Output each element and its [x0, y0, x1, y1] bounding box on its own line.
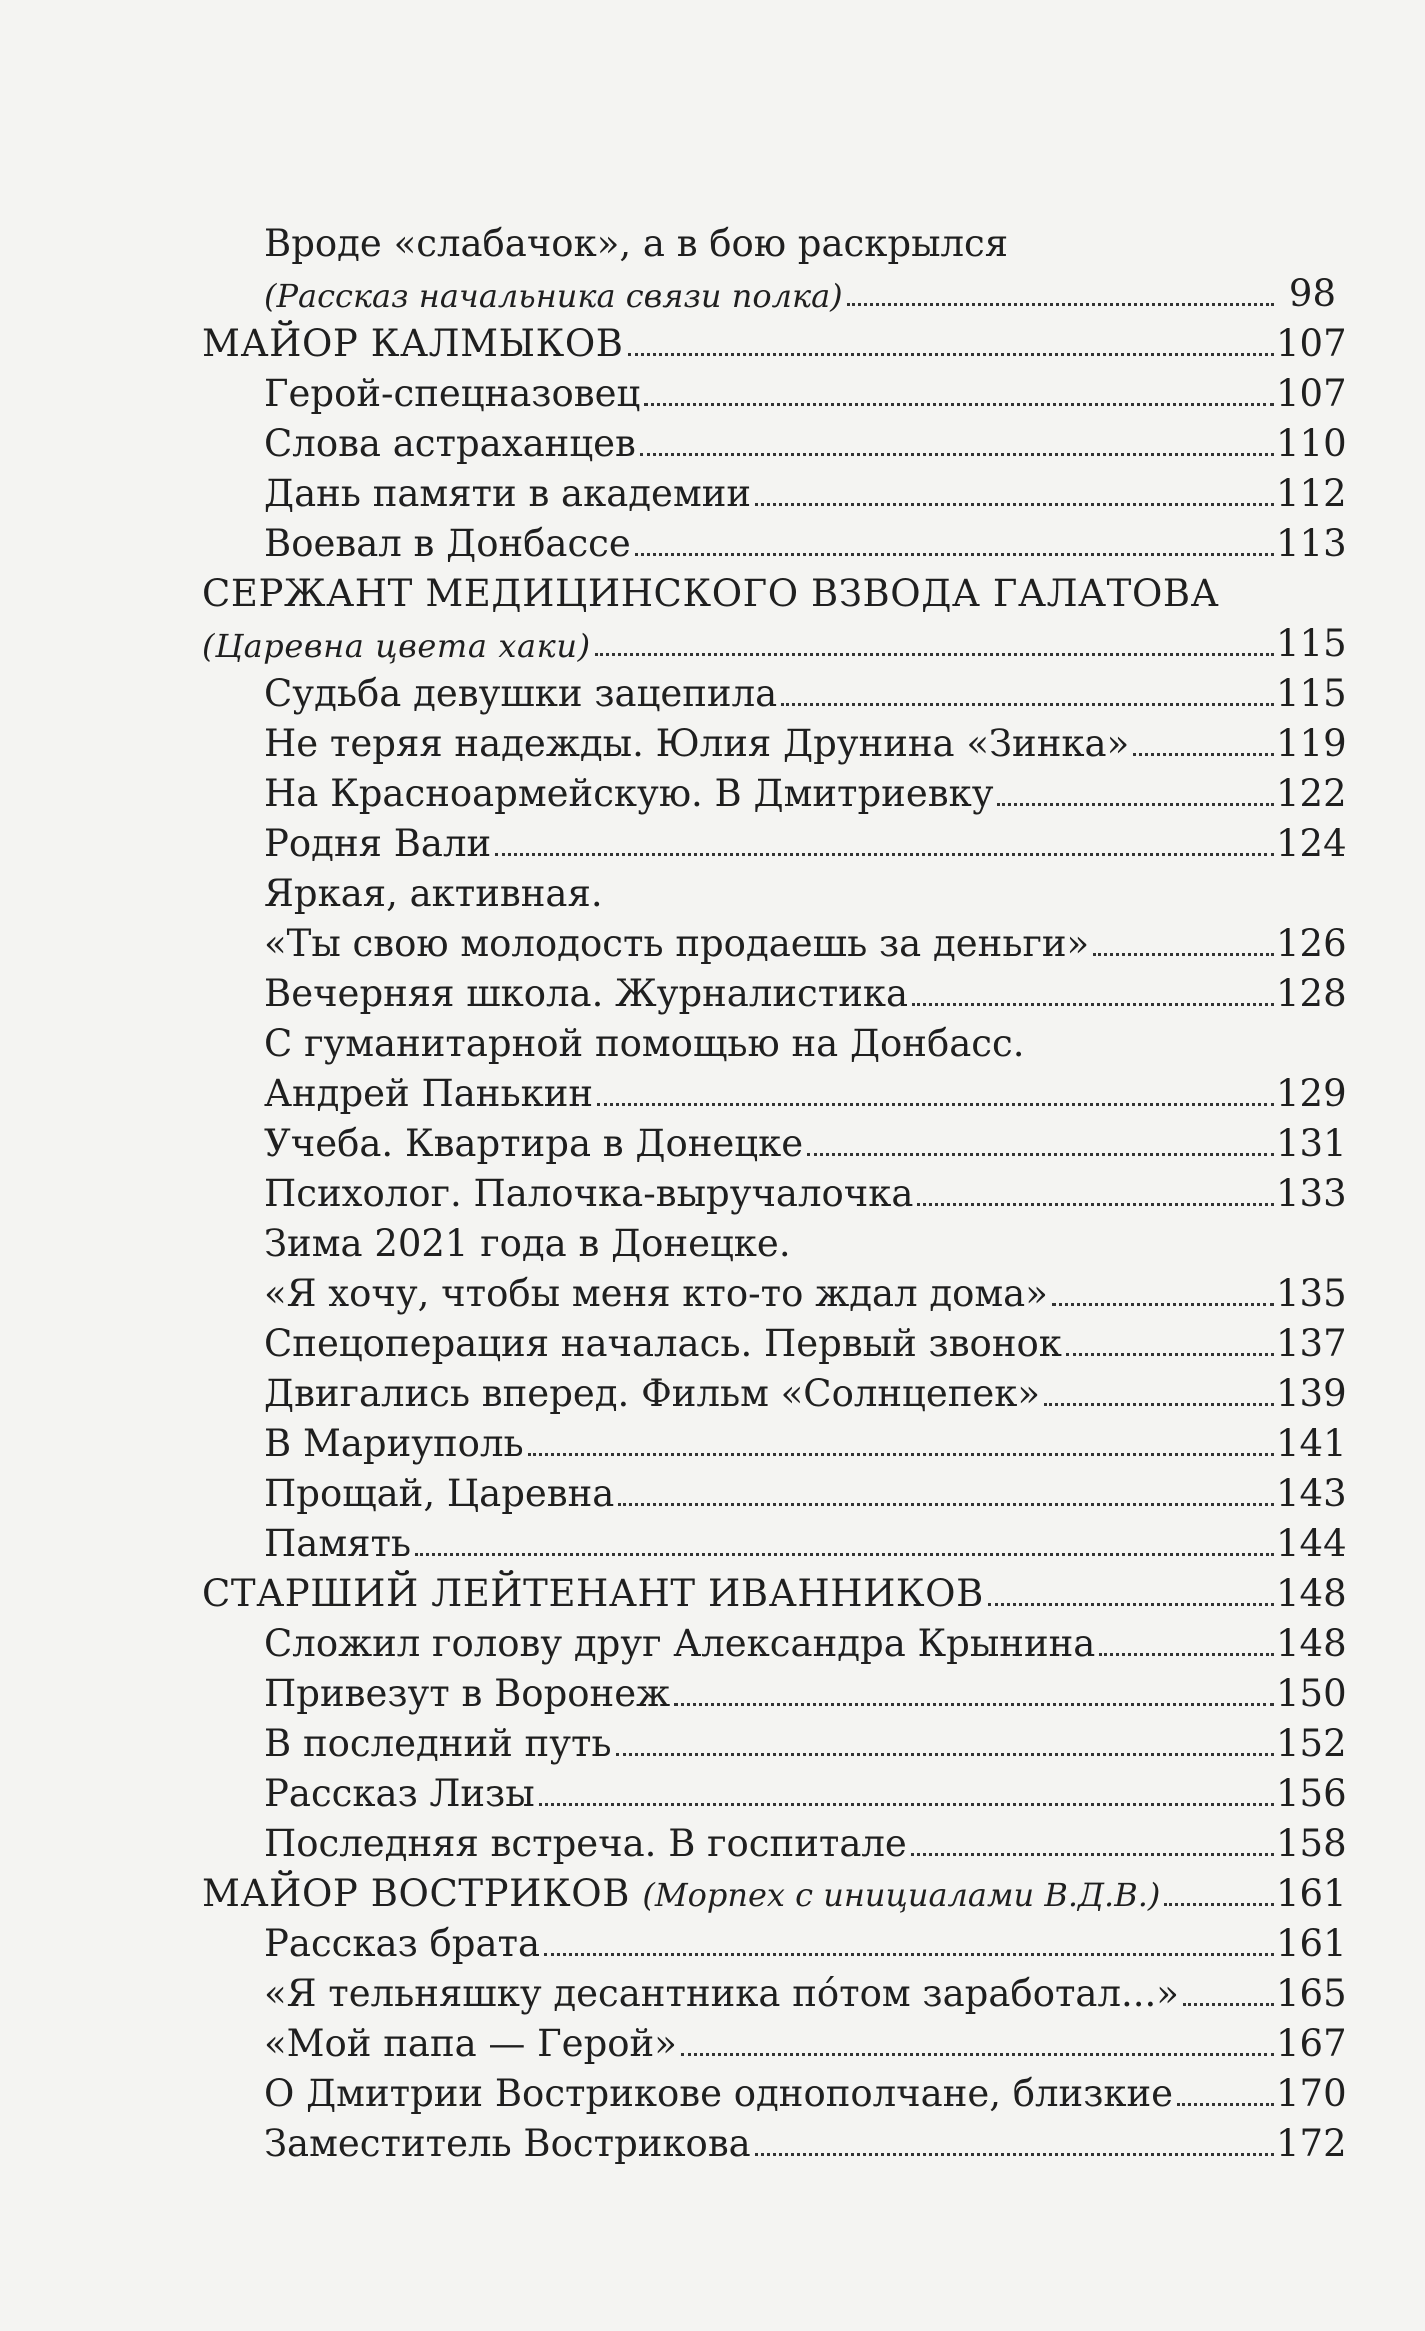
dot-leader — [495, 853, 1274, 856]
toc-entry-title — [264, 822, 492, 866]
toc-chapter-row — [0, 616, 1347, 666]
dot-leader — [807, 1153, 1274, 1156]
dot-leader — [997, 803, 1274, 806]
toc-entry-title — [264, 422, 636, 466]
toc-entry-row — [0, 2066, 1347, 2116]
toc-title-text: Слова астраханцев — [264, 422, 636, 465]
toc-title-text: СТАРШИЙ ЛЕЙТЕНАНТ ИВАННИКОВ — [202, 1572, 984, 1615]
toc-page-number: 161 — [1276, 1872, 1347, 1915]
toc-entry-row — [0, 966, 1347, 1016]
dot-leader — [640, 453, 1274, 456]
toc-entry-row — [0, 1316, 1347, 1366]
dot-leader — [635, 553, 1274, 556]
toc-page-number: 165 — [1276, 1972, 1347, 2015]
toc-entry-title — [264, 2072, 1174, 2116]
toc-entry-title — [264, 1672, 671, 1716]
dot-leader — [539, 1803, 1274, 1806]
toc-chapter-row — [0, 566, 1336, 616]
toc-entry-row — [0, 1066, 1347, 1116]
toc-entry-title — [264, 1472, 615, 1516]
toc-entry-row — [0, 1016, 1336, 1066]
toc-title-text: В Мариуполь — [264, 1422, 524, 1465]
dot-leader — [644, 403, 1274, 406]
toc-page-number: 135 — [1276, 1272, 1347, 1315]
toc-entry-title — [264, 1422, 524, 1466]
toc-title-text: МАЙОР ВОСТРИКОВ — [202, 1872, 630, 1915]
toc-entry-row — [0, 666, 1347, 716]
dot-leader — [1052, 1303, 1274, 1306]
toc-title-text: Привезут в Воронеж — [264, 1672, 671, 1715]
toc-entry-title — [264, 372, 641, 416]
toc-subtitle-text: (Морпех с инициалами В.Д.В.) — [642, 1876, 1161, 1914]
toc-title-text: СЕРЖАНТ МЕДИЦИНСКОГО ВЗВОДА ГАЛАТОВА — [202, 572, 1220, 615]
toc-entry-row — [0, 2016, 1347, 2066]
toc-entry-title — [264, 1522, 412, 1566]
toc-page-number: 119 — [1276, 722, 1347, 765]
toc-page-number: 107 — [1276, 322, 1347, 365]
toc-entry-title — [264, 1922, 541, 1966]
toc-entry-row — [0, 2116, 1347, 2166]
dot-leader — [755, 503, 1274, 506]
toc-page-number: 144 — [1276, 1522, 1347, 1565]
toc-entry-title — [264, 1072, 594, 1116]
toc-page-number: 112 — [1276, 472, 1347, 515]
toc-title-text: Яркая, активная. — [264, 872, 603, 915]
toc-title-text: На Красноармейскую. В Дмитриевку — [264, 772, 994, 815]
toc-entry-title — [264, 1322, 1062, 1366]
toc-title-text: В последний путь — [264, 1722, 612, 1765]
toc-entry-row — [0, 1616, 1347, 1666]
toc-title-text: Память — [264, 1522, 412, 1565]
toc-entry-row — [0, 866, 1336, 916]
toc-entry-row — [0, 1966, 1347, 2016]
toc-entry-row — [0, 366, 1347, 416]
dot-leader — [847, 303, 1274, 306]
toc-title-text: Спецоперация началась. Первый звонок — [264, 1322, 1062, 1365]
toc-entry-title — [264, 1172, 914, 1216]
toc-page-number: 122 — [1276, 772, 1347, 815]
toc-page-number: 172 — [1276, 2122, 1347, 2165]
dot-leader — [1183, 2003, 1274, 2006]
toc-title-text: Учеба. Квартира в Донецке — [264, 1122, 804, 1165]
toc-page-number: 152 — [1276, 1722, 1347, 1765]
dot-leader — [755, 2153, 1274, 2156]
toc-entry-row — [0, 766, 1347, 816]
dot-leader — [597, 1103, 1274, 1106]
toc-entry-row — [0, 716, 1347, 766]
toc-entry-title — [264, 1972, 1179, 2016]
toc-page-number: 98 — [1288, 272, 1336, 315]
toc-entry-title — [264, 1022, 1025, 1066]
toc-title-text: Двигались вперед. Фильм «Солнцепек» — [264, 1372, 1041, 1415]
toc-entry-title — [264, 2122, 751, 2166]
toc-page-number: 167 — [1276, 2022, 1347, 2065]
toc-entry-row — [0, 1266, 1347, 1316]
toc-title-text: Воевал в Донбассе — [264, 522, 631, 565]
toc-title-text: Судьба девушки зацепила — [264, 672, 778, 715]
toc-entry-row — [0, 466, 1347, 516]
toc-title-text: С гуманитарной помощью на Донбасс. — [264, 1022, 1025, 1065]
toc-entry-title — [202, 322, 624, 366]
toc-entry-row — [0, 516, 1347, 566]
toc-page-number: 126 — [1276, 922, 1347, 965]
toc-entry-title — [264, 672, 778, 716]
toc-page-number: 113 — [1276, 522, 1347, 565]
toc-entry-title — [264, 1622, 1096, 1666]
toc-page-number: 137 — [1276, 1322, 1347, 1365]
toc-title-text: (Царевна цвета хаки) — [202, 627, 591, 665]
toc-page-number: 141 — [1276, 1422, 1347, 1465]
dot-leader — [1164, 1903, 1274, 1906]
toc-page-number: 148 — [1276, 1572, 1347, 1615]
toc-title-text: Вечерняя школа. Журналистика — [264, 972, 909, 1015]
toc-page-number: 139 — [1276, 1372, 1347, 1415]
toc-entry-title — [264, 1372, 1041, 1416]
toc-entry-row — [0, 1366, 1347, 1416]
toc-title-text: Сложил голову друг Александра Крынина — [264, 1622, 1096, 1665]
dot-leader — [618, 1503, 1274, 1506]
toc-page-number: 143 — [1276, 1472, 1347, 1515]
toc-title-text: Последняя встреча. В госпитале — [264, 1822, 907, 1865]
toc-entry-row — [0, 816, 1347, 866]
dot-leader — [912, 1003, 1274, 1006]
toc-page-number: 170 — [1276, 2072, 1347, 2115]
toc-entry-row — [0, 1716, 1347, 1766]
toc-entry-title — [202, 572, 1220, 616]
toc-entry-row — [0, 1666, 1347, 1716]
dot-leader — [1133, 753, 1274, 756]
toc-entry-row — [0, 1116, 1347, 1166]
dot-leader — [1177, 2103, 1274, 2106]
toc-page-number: 133 — [1276, 1172, 1347, 1215]
dot-leader — [595, 653, 1274, 656]
dot-leader — [1093, 953, 1274, 956]
dot-leader — [781, 703, 1274, 706]
toc-title-text: Рассказ Лизы — [264, 1772, 535, 1815]
toc-title-text: «Ты свою молодость продаешь за деньги» — [264, 922, 1090, 965]
dot-leader — [415, 1553, 1274, 1556]
toc-entry-title — [264, 2022, 677, 2066]
dot-leader — [917, 1203, 1274, 1206]
dot-leader — [988, 1603, 1274, 1606]
toc-chapter-row — [0, 1566, 1347, 1616]
toc-page-number: 156 — [1276, 1772, 1347, 1815]
toc-entry-row — [0, 1816, 1347, 1866]
toc-page-number: 107 — [1276, 372, 1347, 415]
dot-leader — [628, 353, 1274, 356]
toc-entry-row — [0, 1916, 1347, 1966]
toc-entry-title — [264, 277, 843, 316]
toc-entry-title — [264, 1122, 804, 1166]
toc-title-text: «Я хочу, чтобы меня кто-то ждал дома» — [264, 1272, 1048, 1315]
table-of-contents — [0, 216, 1425, 2166]
toc-entry-title — [264, 922, 1090, 966]
toc-page-number: 128 — [1276, 972, 1347, 1015]
toc-entry-title — [202, 627, 591, 666]
dot-leader — [1066, 1353, 1274, 1356]
dot-leader — [681, 2053, 1274, 2056]
toc-title-text: Рассказ брата — [264, 1922, 541, 1965]
toc-entry-title — [264, 872, 603, 916]
toc-entry-title — [264, 472, 752, 516]
toc-page-number: 150 — [1276, 1672, 1347, 1715]
toc-chapter-row — [0, 1866, 1347, 1916]
toc-entry-title — [202, 1872, 1161, 1916]
toc-page-number: 158 — [1276, 1822, 1347, 1865]
toc-entry-row — [0, 416, 1347, 466]
toc-title-text: Герой-спецназовец — [264, 372, 641, 415]
dot-leader — [1099, 1653, 1274, 1656]
toc-entry-title — [264, 1722, 612, 1766]
toc-entry-title — [264, 772, 994, 816]
toc-entry-row — [0, 1466, 1347, 1516]
toc-entry-title — [264, 1772, 535, 1816]
toc-entry-title — [264, 522, 631, 566]
toc-page-number: 148 — [1276, 1622, 1347, 1665]
dot-leader — [674, 1703, 1274, 1706]
toc-page-number: 115 — [1276, 622, 1347, 665]
toc-entry-row — [0, 216, 1336, 266]
toc-entry-row — [0, 1416, 1347, 1466]
dot-leader — [544, 1953, 1274, 1956]
toc-entry-row — [0, 1166, 1347, 1216]
toc-page-number: 124 — [1276, 822, 1347, 865]
toc-title-text: (Рассказ начальника связи полка) — [264, 277, 843, 315]
toc-title-text: Не теряя надежды. Юлия Друнина «Зинка» — [264, 722, 1130, 765]
toc-entry-row — [0, 916, 1347, 966]
toc-title-text: Родня Вали — [264, 822, 492, 865]
toc-entry-row — [0, 1216, 1336, 1266]
toc-title-text: Зима 2021 года в Донецке. — [264, 1222, 791, 1265]
toc-entry-row — [0, 1766, 1347, 1816]
toc-page-number: 161 — [1276, 1922, 1347, 1965]
toc-page-number: 131 — [1276, 1122, 1347, 1165]
toc-title-text: Андрей Панькин — [264, 1072, 594, 1115]
toc-page-number: 110 — [1276, 422, 1347, 465]
toc-entry-title — [264, 1822, 907, 1866]
toc-title-text: «Мой папа — Герой» — [264, 2022, 677, 2065]
dot-leader — [528, 1453, 1274, 1456]
toc-entry-title — [264, 1272, 1048, 1316]
dot-leader — [911, 1853, 1274, 1856]
toc-title-text: Прощай, Царевна — [264, 1472, 615, 1515]
toc-page-number: 115 — [1276, 672, 1347, 715]
toc-entry-row — [0, 266, 1336, 316]
dot-leader — [616, 1753, 1274, 1756]
toc-title-text: Вроде «слабачок», а в бою раскрылся — [264, 222, 1009, 265]
toc-chapter-row — [0, 316, 1347, 366]
toc-title-text: Дань памяти в академии — [264, 472, 752, 515]
toc-title-text: О Дмитрии Вострикове однополчане, близкие — [264, 2072, 1174, 2115]
dot-leader — [1044, 1403, 1274, 1406]
toc-title-text: МАЙОР КАЛМЫКОВ — [202, 322, 624, 365]
toc-entry-title — [264, 972, 909, 1016]
toc-entry-title — [264, 1222, 791, 1266]
toc-entry-row — [0, 1516, 1347, 1566]
toc-entry-title — [264, 722, 1130, 766]
toc-page-number: 129 — [1276, 1072, 1347, 1115]
toc-title-text: Психолог. Палочка-выручалочка — [264, 1172, 914, 1215]
toc-title-text: Заместитель Вострикова — [264, 2122, 751, 2165]
toc-entry-title — [202, 1572, 984, 1616]
toc-entry-title — [264, 222, 1009, 266]
toc-title-text: «Я тельняшку десантника по́том заработал...» — [264, 1972, 1179, 2015]
